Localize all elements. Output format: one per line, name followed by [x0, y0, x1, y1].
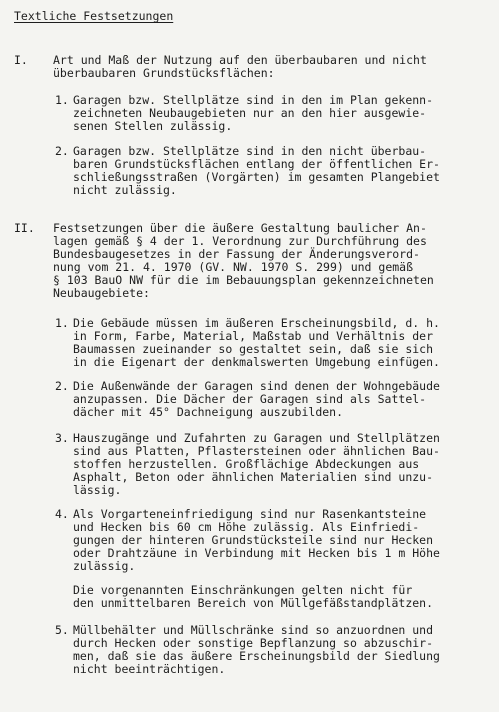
section-2-item-2-text: Die Außenwände der Garagen sind denen der Wohngebäude anzupassen. Die Dächer der Garagen sind als Sattel- dächer mit 45° Dachneigung auszubilden.: [73, 379, 440, 419]
section-2-item-4-number: 4.: [55, 507, 69, 521]
section-2-numeral: II.: [14, 221, 35, 235]
section-2-item-4-text: Als Vorgarteneinfriedigung sind nur Rasenkantsteine und Hecken bis 60 cm Höhe zulässig. Als Einfriedi- gungen der hinteren Grundstücksteile sind nur Hecken oder Drahtzäune in Verbindung mit Hecken bis 1 m Höhe zulässig.: [73, 507, 440, 573]
section-2-item-2-number: 2.: [55, 379, 69, 393]
section-2-item-3-number: 3.: [55, 431, 69, 445]
section-1-item-1-number: 1.: [55, 93, 69, 107]
section-2-item-4-note: Die vorgenannten Einschränkungen gelten nicht für den unmittelbaren Bereich von Müllgefäßstandplätzen.: [73, 583, 434, 610]
section-1-numeral: I.: [14, 53, 28, 67]
document-title: Textliche Festsetzungen: [14, 9, 174, 23]
section-2-item-5-text: Müllbehälter und Müllschränke sind so anzuordnen und durch Hecken oder sonstige Bepflanzung so abzuschir- men, daß sie das äußere Erscheinungsbild der Siedlung nicht beeinträchtigen.: [73, 623, 440, 676]
section-2-item-1-number: 1.: [55, 316, 69, 330]
section-2-item-5-number: 5.: [55, 623, 69, 637]
section-2-item-3-text: Hauszugänge und Zufahrten zu Garagen und Stellplätzen sind aus Platten, Pflastersteinen oder ähnlichen Bau- stoffen herzustellen. Großflächige Abdeckungen aus Asphalt, Beton oder ähnlichen Materialien sind unzu- lässig.: [73, 431, 440, 497]
section-1-heading: Art und Maß der Nutzung auf den überbaubaren und nicht überbaubaren Grundstücksflächen:: [53, 53, 427, 80]
section-1-item-2-text: Garagen bzw. Stellplätze sind in den nicht überbau- baren Grundstücksflächen entlang der öffentlichen Er- schließungsstraßen (Vorgärten) im gesamten Plangebiet nicht zulässig.: [73, 144, 440, 197]
section-2-item-1-text: Die Gebäude müssen im äußeren Erscheinungsbild, d. h. in Form, Farbe, Material, Maßstab und Verhältnis der Baumassen zueinander so gestaltet sein, daß sie sich in die Eigenart der denkmalswerten Umgebung einfügen.: [73, 316, 440, 369]
section-1-item-1-text: Garagen bzw. Stellplätze sind in den im Plan gekenn- zeichneten Neubaugebieten nur an den hier ausgewie- senen Stellen zulässig.: [73, 93, 434, 133]
section-2-heading: Festsetzungen über die äußere Gestaltung baulicher An- lagen gemäß § 4 der 1. Verordnung zur Durchführung des Bundesbaugesetzes in der Fassung der Änderungsverord- nung vom 21. 4. 1970 (GV. NW. 1970 S. 299) und gemäß § 103 BauO NW für die im Bebauungsplan gekennzeichneten Neubaugebiete:: [53, 221, 434, 300]
section-1-item-2-number: 2.: [55, 144, 69, 158]
